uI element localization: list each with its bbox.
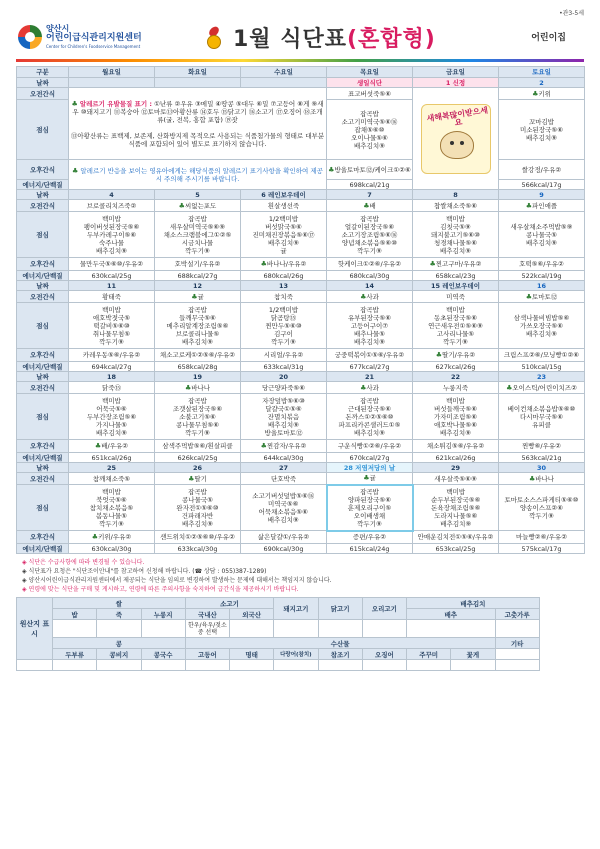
week-snack1-row: 오전간식 황태죽 ♣귤 참치죽 ♣사과 미역죽 ♣토마토⑫ [17, 291, 585, 303]
energy-cell: 653kcal/25g [413, 544, 499, 554]
snack-cell: ♣딸기 [155, 473, 241, 485]
menu-item: 잡곡밥 [360, 214, 379, 223]
menu-item: 1/2백미밥 [268, 214, 299, 223]
footnote: ◈ 식단은 수급사항에 따라 변경될 수 있습니다. [22, 559, 145, 566]
snack-cell: 채소튀김⑤⑥/우유② [413, 440, 499, 453]
menu-item: 소고기미역국⑤⑥⑯ [341, 117, 398, 126]
lunch-cell [69, 485, 155, 531]
menu-item: 백미밥 [446, 396, 465, 405]
allergy-notice: ♣ 알레르기 반응을 보이는 영유아에게는 해당식품의 알레르기 표기사항을 확인하여 제공 시 주의해 주시기를 바랍니다. [69, 160, 327, 190]
menu-item: 어묵채소볶음⑤⑥ [258, 507, 308, 516]
menu-item: 떡갈비⑤⑥⑩ [93, 321, 130, 330]
menu-item: 1/2백미밥 [268, 305, 299, 314]
energy-cell: 694kcal/27g [69, 362, 155, 372]
snack-cell: 누룽지죽 [413, 382, 499, 394]
lunch-cell [327, 303, 413, 349]
week-snack1-row: 오전간식 브로콜리치즈죽② ♣씨없는포도 흰살생선죽 ♣배 찹쌀채소죽⑤⑥ ♣파인애플 [17, 200, 585, 212]
menu-item: 근대된장국⑤⑥ [347, 404, 392, 413]
date-cell: 27 [241, 463, 327, 473]
week-date-row: 날짜 25 26 27 28 저염저당의 날 29 30 [17, 463, 585, 473]
snack-cell: 호박설기/우유② [155, 258, 241, 271]
energy-cell: 688kcal/27g [155, 271, 241, 281]
lunch-cell [69, 212, 155, 258]
week-lunch-row: 점심 백미밥 북엇국⑤⑥ 참치채소볶음⑤ 봄동나물⑤ 깍두기⑨ 잡곡밥 콩나물국⑤ 완자전①⑤⑥⑩ 건파래자반 배추김치⑨ 소고기버섯덮밥⑤⑥⑯ 미역국⑤⑥ 어묵채소볶음⑤⑥ 배추김치⑨ 잡곡밥 양파된장국⑤⑥ 훈제오리구이⑤ 오이배생채 깍두기⑨ 백미밥 순두부된장국⑤⑥ 돈육장채조림⑤⑥ 도라지나물⑤⑥ 배추김치⑨ 토마토소스스파게티⑤⑥⑩ 양송이스프②⑥ 깍두기⑨ [17, 485, 585, 531]
title-block [201, 22, 436, 53]
menu-item: 훈제오리구이⑤ [347, 503, 392, 512]
menu-item: 완자전①⑤⑥⑩ [176, 503, 219, 512]
menu-item: 소고기장조림⑤⑥⑯ [341, 230, 398, 239]
snack-cell: 미역죽 [413, 291, 499, 303]
snack-cell: 궁중떡볶이①⑤⑥/우유② [327, 349, 413, 362]
menu-item: 배추김치⑨ [354, 337, 385, 346]
menu-item: 돼지불고기⑤⑥⑩ [431, 230, 480, 239]
menu-item: 새우살미역국⑤⑥⑨ [169, 222, 226, 231]
menu-item: 배추김치⑨ [182, 337, 213, 346]
date-cell: 9 [499, 190, 585, 200]
lunch-cell [413, 485, 499, 531]
lunch-cell [499, 212, 585, 258]
menu-item: 배추김치⑨ [526, 329, 557, 338]
energy-cell: 677kcal/27g [327, 362, 413, 372]
menu-item: 귤 [280, 246, 287, 255]
menu-item: 양념채소볶음⑤⑥⑩ [341, 238, 398, 247]
menu-item: 잡곡밥 [360, 396, 379, 405]
menu-item: 어묵국⑤⑥ [96, 404, 127, 413]
lunch-cell [241, 212, 327, 258]
menu-table [16, 66, 585, 554]
date-cell: 7 [327, 190, 413, 200]
menu-item: 잡곡밥 [360, 109, 379, 118]
org-logo-icon [18, 25, 42, 49]
date-cell: 28 저염저당의 날 [327, 463, 413, 473]
snack-cell: ♣사과 [327, 291, 413, 303]
origin-label: 원산지 표시 [17, 598, 53, 660]
snack-cell: ♣바나나/우유② [241, 258, 327, 271]
menu-item: 건파래자반 [181, 511, 214, 520]
org-center: 어린이급식관리지원센터 [46, 33, 142, 43]
menu-item: 소불고기⑤⑥ [179, 412, 216, 421]
menu-item: 채소스크램블에그①②⑤ [163, 230, 232, 239]
lunch-cell [327, 394, 413, 440]
energy-cell: 633kcal/31g [241, 362, 327, 372]
snack-cell: 찐빵⑥/우유② [499, 440, 585, 453]
menu-item: 유피클 [532, 420, 551, 429]
menu-item: 잡곡밥 [188, 214, 207, 223]
page-title: 1월 식단표(혼합형) [233, 27, 436, 52]
menu-item: 배추김치⑨ [268, 420, 299, 429]
snack-cell: 단호박죽 [241, 473, 327, 485]
date-cell: 19 [155, 372, 241, 382]
snack-cell: ♣토마토⑫ [499, 291, 585, 303]
snack-cell: 마늘빵②⑥/우유② [499, 531, 585, 544]
menu-item: 깍두기⑨ [443, 337, 468, 346]
menu-item: 잡곡밥 [360, 487, 379, 496]
org-block [18, 24, 142, 49]
snack-cell: ♣사과 [327, 382, 413, 394]
week-energy-row: 에너지/단백질 694kcal/27g 658kcal/28g 633kcal/31g 677kcal/27g 627kcal/26g 510kcal/15g [17, 362, 585, 372]
snack-cell: 안매운김치전①⑤⑥/우유② [413, 531, 499, 544]
lunch-cell [413, 212, 499, 258]
date-cell: 4 [69, 190, 155, 200]
menu-item: 들깨무국⑤⑥ [179, 313, 216, 322]
menu-item: 배추김치⑨ [354, 428, 385, 437]
menu-item: 메추리알계장조림⑤⑥ [166, 321, 229, 330]
week-snack1-row: 오전간식 참깨채소죽⑤ ♣딸기 단호박죽 ♣귤 새우살죽⑤⑥⑨ ♣바나나 [17, 473, 585, 485]
snack-cell: 찹쌀채소죽⑤⑥ [413, 200, 499, 212]
menu-item: 깍두기⑨ [529, 511, 554, 520]
week-date-row: 날짜 18 19 20 21 22 23 [17, 372, 585, 382]
lucky-pouch-icon [201, 25, 227, 51]
menu-item: 깍두기⑨ [357, 519, 382, 528]
menu-item: 깍두기⑨ [99, 337, 124, 346]
menu-item: 미소된장국⑤⑥ [519, 125, 564, 134]
menu-item: 새우살채소주먹밥⑤⑨ [510, 222, 573, 231]
energy-cell: 690kcal/30g [241, 544, 327, 554]
date-cell: 11 [69, 281, 155, 291]
menu-item: 콩나물국⑤ [526, 230, 557, 239]
date-cell: 23 [499, 372, 585, 382]
energy-cell: 563kcal/21g [499, 453, 585, 463]
org-en: Center for Children's Foodservice Management [46, 44, 141, 49]
lunch-cell [499, 485, 585, 531]
menu-item: 깍두기⑨ [185, 246, 210, 255]
menu-item: 콩나물국⑤ [182, 495, 213, 504]
menu-item: 깍두기⑨ [99, 519, 124, 528]
energy-cell: 627kcal/26g [413, 362, 499, 372]
menu-item: 배추김치⑨ [526, 133, 557, 142]
menu-item: 잔멸치볶음 [267, 412, 300, 421]
menu-item: 방울토마토⑫ [264, 428, 303, 437]
energy-cell: 575kcal/17g [499, 544, 585, 554]
week-snack2-row: 오후간식 ♣배/우유② 삼색주먹밥⑤⑥/흰살피클 ♣찐감자/우유② 구운식빵①②⑥/우유② 채소튀김⑤⑥/우유② 찐빵⑥/우유② [17, 440, 585, 453]
footnote: ◈ 식단표가 요청은 "식단조이안내"를 참고하여 신청해 바랍니다. (☎ 상담 : 055)387-1289) [22, 568, 267, 575]
menu-item: 자장덮밥⑤⑥⑩ [262, 396, 305, 405]
snack-cell: 카레우동⑤⑥/우유② [69, 349, 155, 362]
snack-cell: 호떡⑤⑥/우유② [499, 258, 585, 271]
snack-cell: ♣오이스틱/어린이치즈② [499, 382, 585, 394]
menu-item: 토마토소스스파게티⑤⑥⑩ [504, 495, 579, 504]
snack-cell: 당근양파죽⑤⑥ [241, 382, 327, 394]
energy-cell: 615kcal/24g [327, 544, 413, 554]
lunch-cell [241, 303, 327, 349]
snack-cell: ♣씨없는포도 [155, 200, 241, 212]
snack-cell: 증편/우유② [327, 531, 413, 544]
menu-item: 배추김치⑨ [440, 246, 471, 255]
week-date-row: 날짜 11 12 13 14 15 레인보우데이 16 [17, 281, 585, 291]
snack-cell: 흰살생선죽 [241, 200, 327, 212]
menu-item: 두부카레구이⑤⑥ [86, 230, 137, 239]
menu-item: 잡곡밥 [188, 396, 207, 405]
snack-cell: ♣귤 [155, 291, 241, 303]
menu-item: 취나물무침⑤ [92, 329, 131, 338]
week1-date-row: 날짜 생일식단 1 신정 2 [17, 78, 585, 88]
menu-item: 가자미조림⑤⑥ [433, 412, 478, 421]
menu-item: 배추김치⑨ [526, 238, 557, 247]
menu-item: 배추김치⑨ [440, 428, 471, 437]
lunch-cell [69, 303, 155, 349]
menu-item: 백미밥 [102, 214, 121, 223]
menu-item: 버섯들깨국⑤⑥ [433, 404, 478, 413]
snack-cell: 물만두국⑤⑥⑩/우유② [69, 258, 155, 271]
snack-cell: 구운식빵①②⑥/우유② [327, 440, 413, 453]
energy-cell: 633kcal/30g [155, 544, 241, 554]
menu-item: 백미밥 [446, 214, 465, 223]
lunch-cell [327, 485, 413, 531]
energy-cell: 522kcal/19g [499, 271, 585, 281]
energy-cell: 644kcal/30g [241, 453, 327, 463]
menu-item: 김칫국⑤⑨ [440, 222, 471, 231]
snack-cell: ♣바나나 [499, 473, 585, 485]
menu-item: 가쓰오장국⑤⑥ [519, 321, 564, 330]
date-cell: 20 [241, 372, 327, 382]
menu-item: 다시마무국⑤⑥ [519, 412, 564, 421]
snack-cell: ♣찐감자/우유② [241, 440, 327, 453]
menu-item: 깍두기⑨ [185, 428, 210, 437]
menu-item: 고사리나물⑤ [436, 329, 475, 338]
lunch-cell [413, 303, 499, 349]
date-cell: 25 [69, 463, 155, 473]
menu-item: 잡곡밥 [188, 305, 207, 314]
menu-item: 김구이 [274, 329, 293, 338]
menu-item: 소고기버섯덮밥⑤⑥⑯ [252, 491, 315, 500]
menu-item: 두부간장조림⑤⑥ [86, 412, 137, 421]
snack-cell: 삼색주먹밥⑤⑥/흰살피클 [155, 440, 241, 453]
date-cell: 12 [155, 281, 241, 291]
menu-item: 양송이스프②⑥ [519, 503, 564, 512]
energy-cell: 658kcal/28g [155, 362, 241, 372]
energy-cell: 630kcal/25g [69, 271, 155, 281]
date-cell: 5 [155, 190, 241, 200]
energy-cell: 626kcal/25g [155, 453, 241, 463]
menu-item: 양파된장국⑤⑥ [347, 495, 392, 504]
origin-table: 원산지 표시 쌀 소고기 돼지고기 닭고기 오리고기 배추김치 밥 죽 누룽지 국내산 외국산 배추 고춧가루 한우/육우/젖소 중 선택 콩 수산물 기타 두부류 콩비지 콩국수 고등어 명태 다랑어(참치) 참조기 오징어 주꾸미 꽃게 [16, 597, 584, 671]
menu-item: 배추김치⑨ [267, 515, 299, 524]
menu-item: 백미밥 [102, 487, 121, 496]
menu-item: 배추김치⑨ [354, 141, 385, 150]
energy-cell: 510kcal/15g [499, 362, 585, 372]
snack-cell: ♣바나나 [155, 382, 241, 394]
energy-cell: 680kcal/30g [327, 271, 413, 281]
menu-item: 순두부된장국⑤⑥ [431, 495, 481, 504]
menu-item: 참치채소볶음⑤ [89, 503, 134, 512]
date-cell: 8 [413, 190, 499, 200]
date-cell: 29 [413, 463, 499, 473]
lunch-cell [499, 303, 585, 349]
snack-cell: 시리얼/우유② [241, 349, 327, 362]
menu-item: 배추김치⑨ [96, 428, 127, 437]
footnotes [16, 558, 584, 594]
footnote: ◈ 양산시어린이급식관리지원센터에서 제공되는 식단을 임의로 변경하여 발생하는 문제에 대해서는 책임지지 않습니다. [22, 577, 332, 584]
menu-item: 오이배생채 [353, 511, 386, 520]
snack-cell: 참깨채소죽⑤ [69, 473, 155, 485]
date-cell: 30 [499, 463, 585, 473]
date-cell: 18 [69, 372, 155, 382]
snack-cell: 참치죽 [241, 291, 327, 303]
menu-item: 도라지나물⑤⑥ [434, 511, 478, 520]
menu-item: 진미채진장볶음⑤⑥⑰ [252, 230, 315, 239]
menu-item: 배추김치⑨ [440, 519, 472, 528]
menu-item: 애호박젓국⑤ [92, 313, 131, 322]
snack-cell: 채소고로케①②⑤⑥/우유② [155, 349, 241, 362]
menu-item: 연근새우전①⑤⑥⑨ [428, 321, 483, 330]
date-cell: 13 [241, 281, 327, 291]
header-divider [16, 59, 584, 62]
menu-item: 닭곰탕⑮ [270, 313, 297, 322]
week1-snack2-row: 오후간식 ♣ 알레르기 반응을 보이는 영유아에게는 해당식품의 알레르기 표기사항을 확인하여 제공 시 주의해 주시기를 바랍니다. ♣방울토마토⑫/케이크①②⑥ 쌀강정/우유② [17, 160, 585, 180]
week-lunch-row: 점심 백미밥 애호박젓국⑤ 떡갈비⑤⑥⑩ 취나물무침⑤ 깍두기⑨ 잡곡밥 들깨무국⑤⑥ 메추리알계장조림⑤⑥ 브로콜리나물⑤ 배추김치⑨ 1/2백미밥 닭곰탕⑮ 찐만두⑤⑥⑩ 김구이 깍두기⑨ 잡곡밥 유부된장국⑤⑥ 고등어구이⑦ 배추나물⑤ 배추김치⑨ 백미밥 동초된장국⑤⑥ 연근새우전①⑤⑥⑨ 고사리나물⑤ 깍두기⑨ 삼색나물비빔밥⑤⑥ 가쓰오장국⑤⑥ 배추김치⑨ [17, 303, 585, 349]
menu-item: 숙주나물 [98, 238, 125, 247]
menu-item: 돈육장채조림⑤⑥ [431, 503, 481, 512]
week-snack2-row: 오후간식 카레우동⑤⑥/우유② 채소고로케①②⑤⑥/우유② 시리얼/우유② 궁중떡볶이①⑤⑥/우유② ♣딸기/우유② 크림스프②⑥/모닝빵①②⑥ [17, 349, 585, 362]
snack-cell: 새우살죽⑤⑥⑨ [413, 473, 499, 485]
snack-cell: 핫케이크①②⑥/우유② [327, 258, 413, 271]
org-city: 양산시 [46, 24, 70, 33]
menu-item: 배추김치⑨ [182, 519, 213, 528]
menu-item: 백미밥 [446, 305, 465, 314]
menu-item: 얼갈이된장국⑤⑥ [344, 222, 395, 231]
snack-cell: ♣파인애플 [499, 200, 585, 212]
lunch-cell [69, 394, 155, 440]
menu-item: 삼색나물비빔밥⑤⑥ [513, 313, 570, 322]
energy-cell: 680kcal/26g [241, 271, 327, 281]
header [16, 22, 584, 62]
new-year-poster: 새해복많이받으세요 [413, 88, 499, 190]
lunch-cell [155, 394, 241, 440]
week-lunch-row: 점심 백미밥 어묵국⑤⑥ 두부간장조림⑤⑥ 가지나물⑤ 배추김치⑨ 잡곡밥 조갯살된장국⑤⑥ 소불고기⑤⑥ 콩나물무침⑤⑥ 깍두기⑨ 자장덮밥⑤⑥⑩ 달걀국①⑤⑥ 잔멸치볶음 배추김치⑨ 방울토마토⑫ 잡곡밥 근대된장국⑤⑥ 돈까스①②⑤⑥⑩ 파프리카콘샐러드①⑤ 배추김치⑨ 백미밥 버섯들깨국⑤⑥ 가자미조림⑤⑥ 애호박나물⑤⑥ 배추김치⑨ 베이컨채소볶음밥⑤⑥⑩ 다시마무국⑤⑥ 유피클 [17, 394, 585, 440]
snack-cell: ♣배/우유② [69, 440, 155, 453]
snack-cell: 브로콜리치즈죽② [69, 200, 155, 212]
footnote: ◈ 연령에 맞는 식단을 구매 및 게시하고, 연령에 따른 주의사항을 숙지하여 급간식을 제공하시기 바랍니다. [22, 586, 299, 593]
menu-item: 유부된장국⑤⑥ [347, 313, 392, 322]
lunch-cell [155, 303, 241, 349]
menu-item: 돈까스①②⑤⑥⑩ [345, 412, 394, 421]
week-snack2-row: 오후간식 ♣키위/우유② 샌드위치①②⑤⑥⑩/우유② 삶은달걀①/우유② 증편/우유② 안매운김치전①⑤⑥/우유② 마늘빵②⑥/우유② [17, 531, 585, 544]
snack-cell: 황태죽 [69, 291, 155, 303]
menu-item: 미역국⑤⑥ [268, 499, 299, 508]
week-energy-row: 에너지/단백질 651kcal/26g 626kcal/25g 644kcal/30g 670kcal/27g 621kcal/26g 563kcal/21g [17, 453, 585, 463]
lunch-cell [155, 485, 241, 531]
energy-cell: 621kcal/26g [413, 453, 499, 463]
menu-item: 배추김치⑨ [96, 246, 127, 255]
date-cell: 21 [327, 372, 413, 382]
snack-cell: ♣찐고구마/우유② [413, 258, 499, 271]
snack-cell: 닭죽⑮ [69, 382, 155, 394]
menu-item: 애호박나물⑤⑥ [433, 420, 478, 429]
snack-cell: 크림스프②⑥/모닝빵①②⑥ [499, 349, 585, 362]
week-energy-row: 에너지/단백질 630kcal/30g 633kcal/30g 690kcal/30g 615kcal/24g 653kcal/25g 575kcal/17g [17, 544, 585, 554]
week-snack2-row: 오후간식 물만두국⑤⑥⑩/우유② 호박설기/우유② ♣바나나/우유② 핫케이크①②⑥/우유② ♣찐고구마/우유② 호떡⑤⑥/우유② [17, 258, 585, 271]
day-header-row: 구분 월요일 화요일 수요일 목요일 금요일 토요일 [17, 67, 585, 78]
menu-item: 찐만두⑤⑥⑩ [265, 321, 302, 330]
menu-item: 파프리카콘샐러드①⑤ [338, 420, 401, 429]
lunch-cell [499, 394, 585, 440]
menu-item: 북엇국⑤⑥ [96, 495, 127, 504]
energy-cell: 658kcal/23g [413, 271, 499, 281]
menu-item: 청경채나물⑤⑥ [433, 238, 478, 247]
menu-item: 팽이버섯된장국⑤⑥ [83, 222, 140, 231]
menu-item: 동초된장국⑤⑥ [433, 313, 478, 322]
menu-item: 백미밥 [102, 305, 121, 314]
week-lunch-row: 점심 백미밥 팽이버섯된장국⑤⑥ 두부카레구이⑤⑥ 숙주나물 배추김치⑨ 잡곡밥 새우살미역국⑤⑥⑨ 채소스크램블에그①②⑤ 시금치나물 깍두기⑨ 1/2백미밥 버섯맑국⑤⑥ 진미채진장볶음⑤⑥⑰ 배추김치⑨ 귤 잡곡밥 얼갈이된장국⑤⑥ 소고기장조림⑤⑥⑯ 양념채소볶음⑤⑥⑩ 깍두기⑨ 백미밥 김칫국⑤⑨ 돼지불고기⑤⑥⑩ 청경채나물⑤⑥ 배추김치⑨ 새우살채소주먹밥⑤⑨ 콩나물국⑤ 배추김치⑨ [17, 212, 585, 258]
date-cell: 14 [327, 281, 413, 291]
date-cell: 22 [413, 372, 499, 382]
lunch-cell [241, 394, 327, 440]
week-snack1-row: 오전간식 닭죽⑮ ♣바나나 당근양파죽⑤⑥ ♣사과 누룽지죽 ♣오이스틱/어린이치즈② [17, 382, 585, 394]
allergy-legend: ♣ 알레르기 유발물질 표기 : ①난류 ②우유 ③메밀 ④땅콩 ⑤대두 ⑥밀 ⑦고등어 ⑧게 ⑨새우 ⑩돼지고기 ⑪복숭아 ⑫토마토⑬아황산류 ⑭호두 ⑮닭고기 ⑯소고기 ⑰오징어 ⑱조개류(굴, 전복, 홍합 포함) ⑲잣 ⑬아황산류는 표백제, 보존제, 산화방지제 목적으로 사용되는 식품첨가물의 형태로 대부분 식품에 포함되어 있어 별도로 표기하지 않습니다. [69, 88, 327, 160]
snack-cell: ♣배 [327, 200, 413, 212]
menu-item: 배추나물⑤ [354, 329, 385, 338]
week-energy-row: 에너지/단백질 630kcal/25g 688kcal/27g 680kcal/26g 680kcal/30g 658kcal/23g 522kcal/19g [17, 271, 585, 281]
menu-item: 깍두기⑨ [357, 246, 382, 255]
page-tag: •관3-5세 [559, 10, 584, 17]
menu-item: 꼬마김밥 [528, 117, 555, 126]
menu-item: 버섯맑국⑤⑥ [265, 222, 302, 231]
snack-cell: 샌드위치①②⑤⑥⑩/우유② [155, 531, 241, 544]
menu-item: 봄동나물⑤ [96, 511, 127, 520]
week-date-row: 날짜 4 5 6 레인보우데이 7 8 9 [17, 190, 585, 200]
energy-cell: 670kcal/27g [327, 453, 413, 463]
menu-item: 브로콜리나물⑤ [175, 329, 220, 338]
date-cell: 26 [155, 463, 241, 473]
snack-cell: ♣귤 [327, 473, 413, 485]
menu-item: 가지나물⑤ [96, 420, 127, 429]
menu-item: 배추김치⑨ [268, 238, 299, 247]
date-cell: 15 레인보우데이 [413, 281, 499, 291]
menu-item: 조갯살된장국⑤⑥ [172, 404, 223, 413]
lunch-cell [155, 212, 241, 258]
lunch-cell [241, 485, 327, 531]
audience-label: 어린이집 [531, 33, 566, 43]
lunch-cell [327, 212, 413, 258]
energy-cell: 630kcal/30g [69, 544, 155, 554]
menu-item: 백미밥 [102, 396, 121, 405]
menu-item: 백미밥 [446, 487, 466, 496]
menu-item: 잡곡밥 [360, 305, 379, 314]
menu-item: 고등어구이⑦ [350, 321, 389, 330]
week1-energy-row: 에너지/단백질 698kcal/21g 566kcal/17g [17, 180, 585, 190]
menu-item: 달걀국①⑤⑥ [265, 404, 302, 413]
menu-item: 잡채⑤⑥⑩ [354, 125, 385, 134]
lunch-cell [413, 394, 499, 440]
snack-cell: ♣키위/우유② [69, 531, 155, 544]
snack-cell: 삶은달걀①/우유② [241, 531, 327, 544]
date-cell: 16 [499, 281, 585, 291]
menu-item: 시금치나물 [181, 238, 214, 247]
week1-snack1-row: 오전간식 ♣ 알레르기 유발물질 표기 : ①난류 ②우유 ③메밀 ④땅콩 ⑤대두 ⑥밀 ⑦고등어 ⑧게 ⑨새우 ⑩돼지고기 ⑪복숭아 ⑫토마토⑬아황산류 ⑭호두 ⑮닭고기 ⑯소고기 ⑰오징어 ⑱조개류(굴, 전복, 홍합 포함) ⑲잣 ⑬아황산류는 표백제, 보존제, 산화방지제 목적으로 사용되는 식품첨가물의 형태로 대부분 식품에 포함되어 있어 별도로 표기하지 않습니다. 표고버섯죽⑤⑥ 새해복많이받으세요 ♣키위 [17, 88, 585, 100]
date-cell: 6 레인보우데이 [241, 190, 327, 200]
menu-item: 잡곡밥 [188, 487, 207, 496]
week1-lunch-row: 점심 잡곡밥 소고기미역국⑤⑥⑯ 잡채⑤⑥⑩ 오이나물⑤⑥ 배추김치⑨ 꼬마김밥 미소된장국⑤⑥ 배추김치⑨ [17, 100, 585, 160]
energy-cell: 651kcal/26g [69, 453, 155, 463]
menu-item: 오이나물⑤⑥ [351, 133, 388, 142]
menu-item: 콩나물무침⑤⑥ [175, 420, 220, 429]
snack-cell: ♣딸기/우유② [413, 349, 499, 362]
menu-item: 깍두기⑨ [271, 337, 296, 346]
menu-item: 베이컨채소볶음밥⑤⑥⑩ [507, 404, 576, 413]
